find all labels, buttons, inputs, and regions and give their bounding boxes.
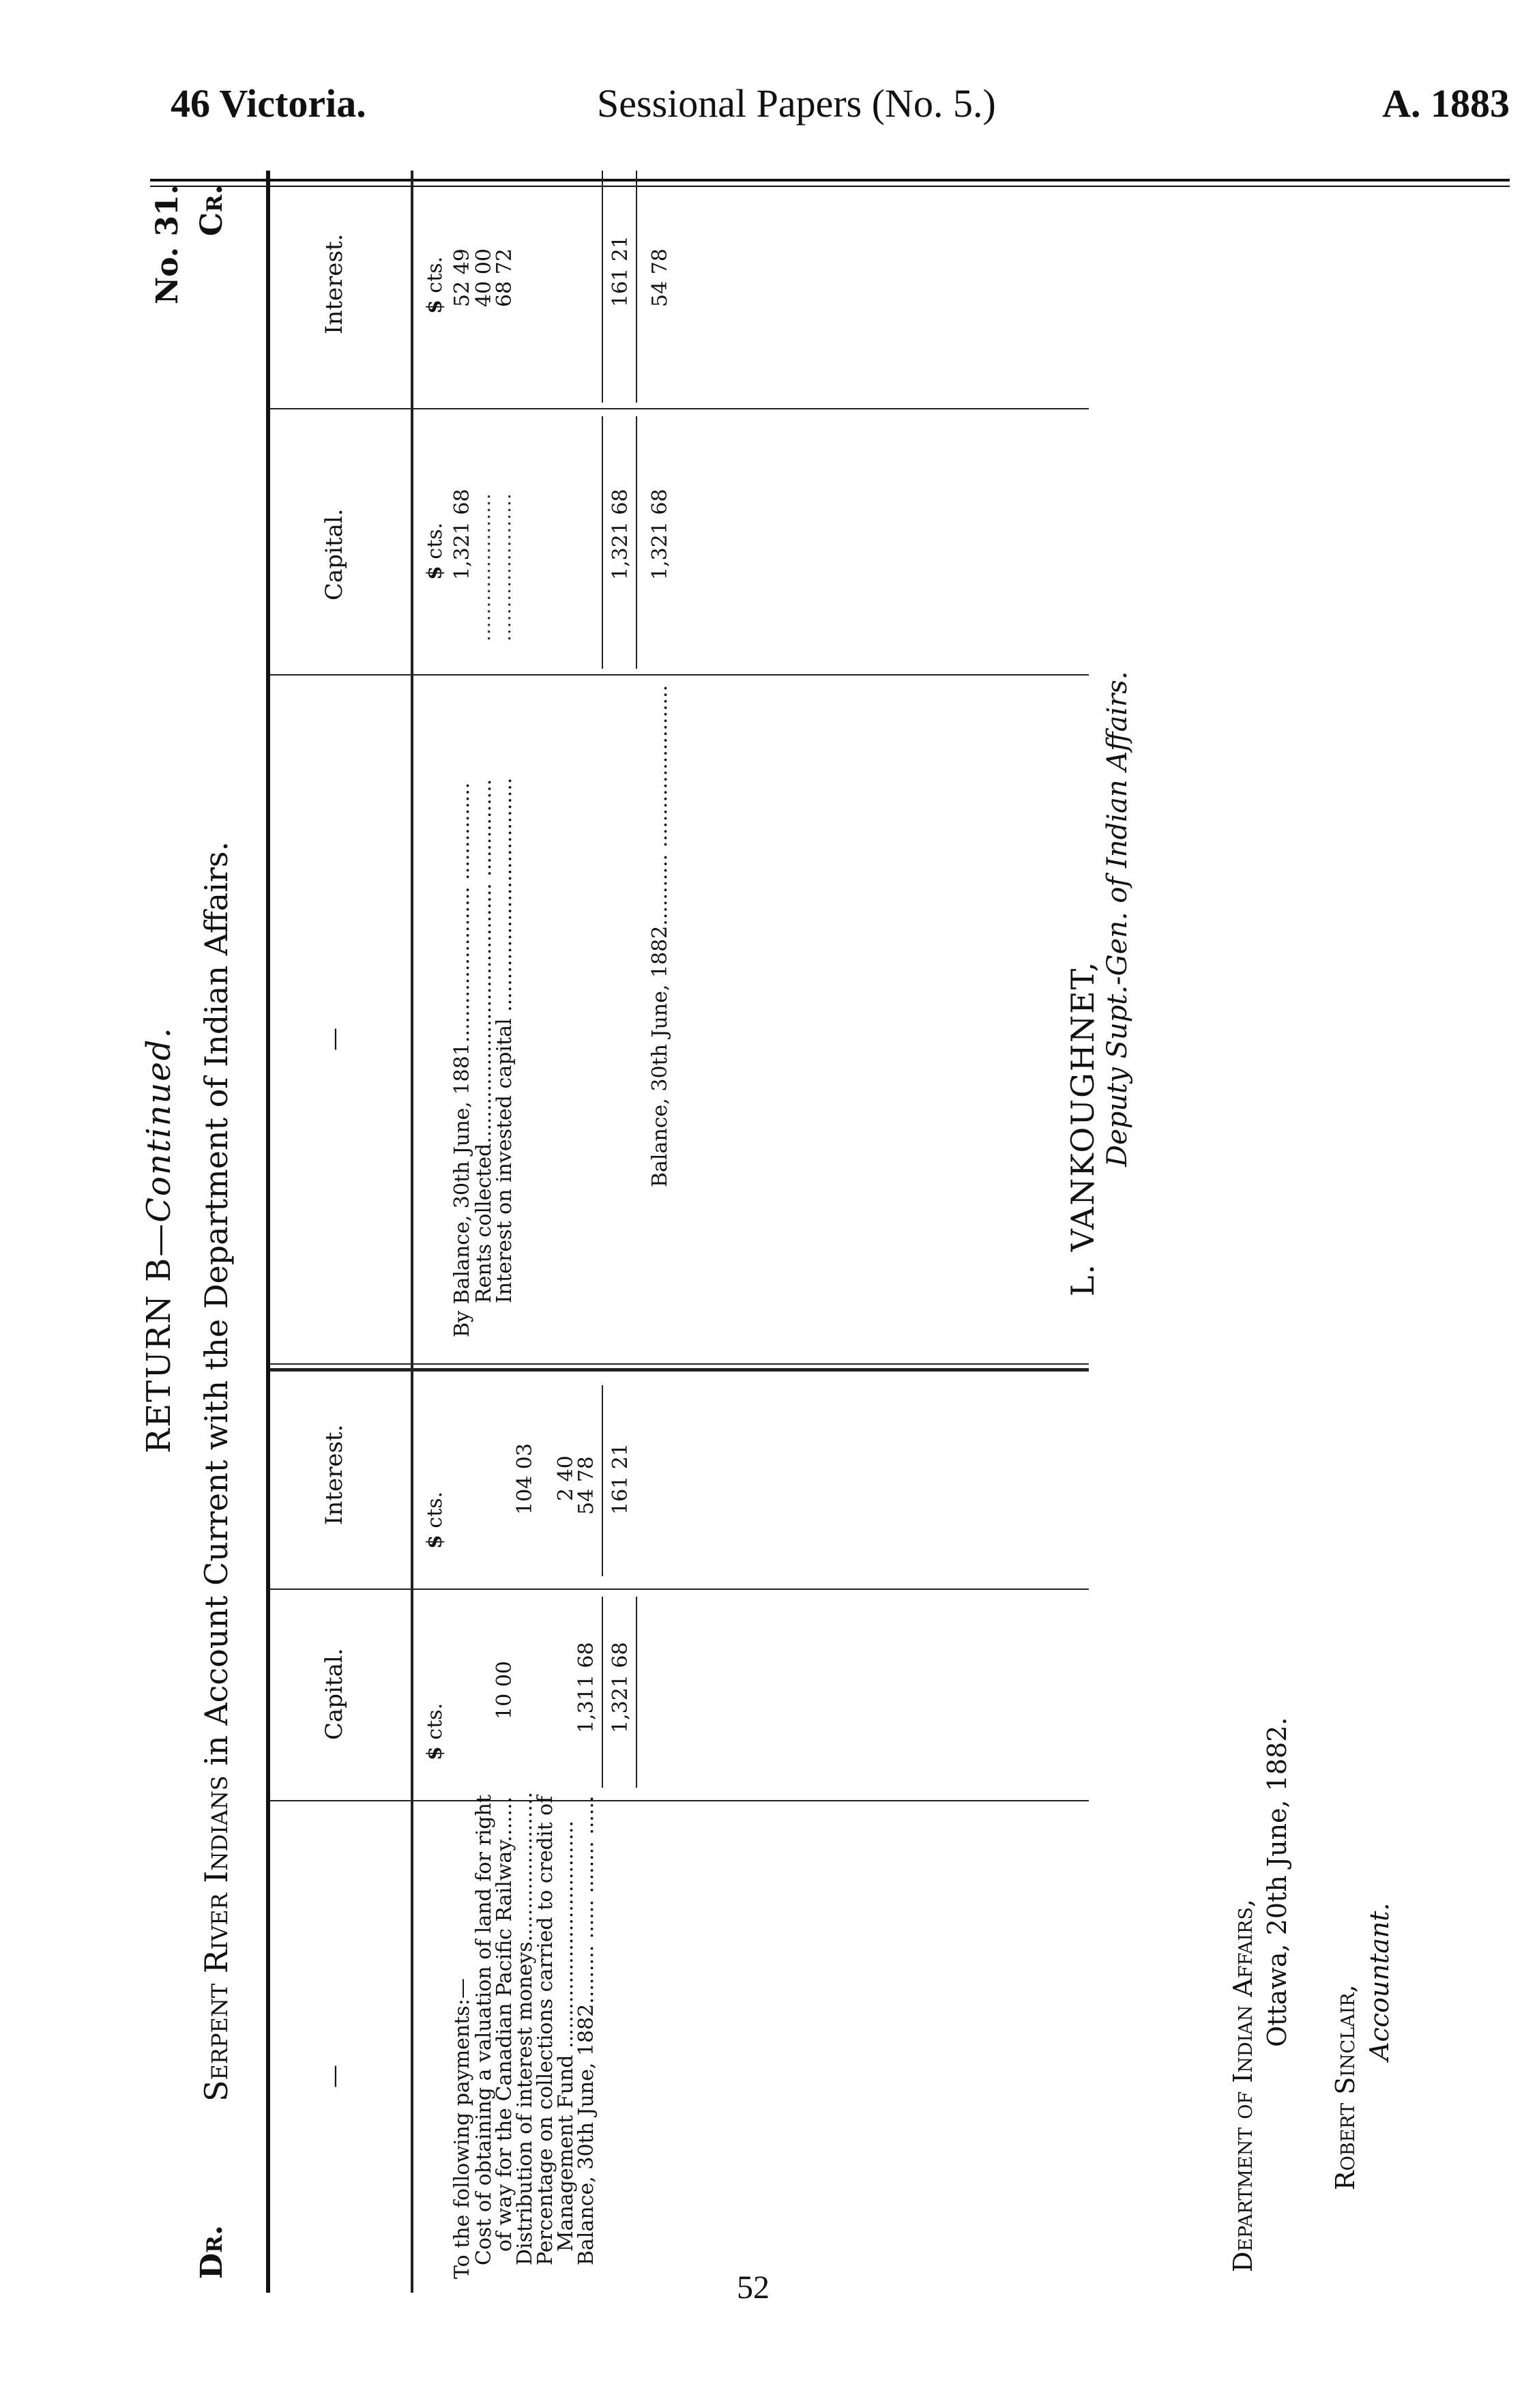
credit-balance-capital: 1,321 68 xyxy=(648,489,672,580)
debit-interest-total-rule xyxy=(602,1385,603,1576)
credit-interest-total-rule xyxy=(602,171,603,403)
credit-capital-end-rule xyxy=(636,416,637,669)
accountant-title: Accountant. xyxy=(1364,1902,1394,2061)
debit-row-label: To the following payments:— xyxy=(450,1978,474,2279)
divider-credit-capital xyxy=(270,408,1089,409)
signatory-name: L. VANKOUGHNET, xyxy=(1064,960,1101,1296)
debit-label: Dr. xyxy=(194,2224,229,2279)
header-session: 46 Victoria. xyxy=(171,81,366,126)
credit-row-label: Rents collected........................................ ............... xyxy=(472,779,496,1303)
credit-row-label: Interest on invested capital .................................... xyxy=(493,777,516,1303)
header-year: A. 1883 xyxy=(1382,81,1510,126)
divider-debit-desc xyxy=(270,1800,1089,1801)
credit-label: Cr. xyxy=(194,184,229,237)
credit-interest-header: Interest. xyxy=(321,233,348,334)
credit-interest-end-rule xyxy=(636,171,637,403)
rotated-account-page xyxy=(140,157,1528,2306)
debit-row-label: Balance, 30th June, 1882......... ...... ........ ...... xyxy=(574,1795,598,2265)
credit-interest-value: 52 49 xyxy=(450,248,474,307)
credit-interest-dollar: $ cts. xyxy=(423,256,447,314)
credit-interest-total: 161 21 xyxy=(609,235,632,307)
debit-desc-header: — xyxy=(321,2065,348,2088)
table-top-rule xyxy=(266,171,270,2293)
debit-row-label: of way for the Canadian Pacific Railway....... xyxy=(493,1796,516,2252)
debit-row-label: Percentage on collections carried to credit of xyxy=(533,1795,557,2265)
divider-center-2 xyxy=(270,1363,1089,1365)
debit-row-label: Distribution of interest moneys....................... xyxy=(513,1792,537,2265)
debit-capital-total: 1,321 68 xyxy=(609,1642,632,1733)
divider-center xyxy=(270,1368,1089,1372)
page-folio: 52 xyxy=(737,2269,770,2306)
credit-capital-dollar: $ cts. xyxy=(423,522,447,580)
divider-debit-capital xyxy=(270,1589,1089,1590)
divider-credit-desc xyxy=(270,674,1089,676)
credit-capital-header: Capital. xyxy=(321,508,348,600)
department-line: Department of Indian Affairs, xyxy=(1228,1898,1258,2272)
credit-balance-label: Balance, 30th June, 1882........... ......................... xyxy=(648,684,672,1187)
debit-row-label: Management Fund ................................... xyxy=(554,1820,578,2252)
debit-interest-value: 2 40 xyxy=(554,1455,578,1501)
return-title: RETURN B—Continued. xyxy=(140,1026,178,1453)
debit-interest-value: 54 78 xyxy=(574,1456,598,1515)
debit-capital-value: 10 00 xyxy=(493,1661,516,1720)
credit-row-label: By Balance, 30th June, 1881........................ ............... xyxy=(450,782,474,1337)
table-header-rule xyxy=(411,171,413,2293)
credit-capital-value: 1,321 68 xyxy=(450,489,474,580)
debit-capital-total-rule xyxy=(602,1597,603,1788)
debit-interest-total: 161 21 xyxy=(609,1443,632,1515)
debit-capital-dollar: $ cts. xyxy=(423,1702,447,1760)
credit-balance-interest: 54 78 xyxy=(648,248,672,307)
debit-interest-value: 104 03 xyxy=(513,1443,537,1515)
debit-capital-header: Capital. xyxy=(321,1648,348,1740)
debit-capital-end-rule xyxy=(636,1597,637,1788)
credit-capital-leader: ...................... xyxy=(493,493,515,641)
header-papers: Sessional Papers (No. 5.) xyxy=(597,81,996,126)
debit-interest-dollar: $ cts. xyxy=(423,1491,447,1549)
credit-capital-total-rule xyxy=(602,416,603,669)
credit-capital-total: 1,321 68 xyxy=(609,489,632,580)
document-number: No. 31. xyxy=(150,184,185,304)
signatory-title: Deputy Supt.-Gen. of Indian Affairs. xyxy=(1102,671,1133,1167)
credit-desc-header: — xyxy=(321,1028,348,1051)
debit-interest-header: Interest. xyxy=(321,1424,348,1525)
account-subtitle: Serpent River Indians in Account Current with the Department of Indian Affairs. xyxy=(198,841,235,2102)
credit-capital-leader: ...................... xyxy=(472,493,495,641)
credit-interest-value: 40 00 xyxy=(472,248,496,307)
credit-interest-value: 68 72 xyxy=(493,248,516,307)
place-date-line: Ottawa, 20th June, 1882. xyxy=(1262,1717,1292,2047)
debit-row-label: Cost of obtaining a valuation of land for right xyxy=(472,1795,496,2265)
debit-capital-value: 1,311 68 xyxy=(574,1642,598,1733)
accountant-name: Robert Sinclair, xyxy=(1330,1984,1360,2190)
